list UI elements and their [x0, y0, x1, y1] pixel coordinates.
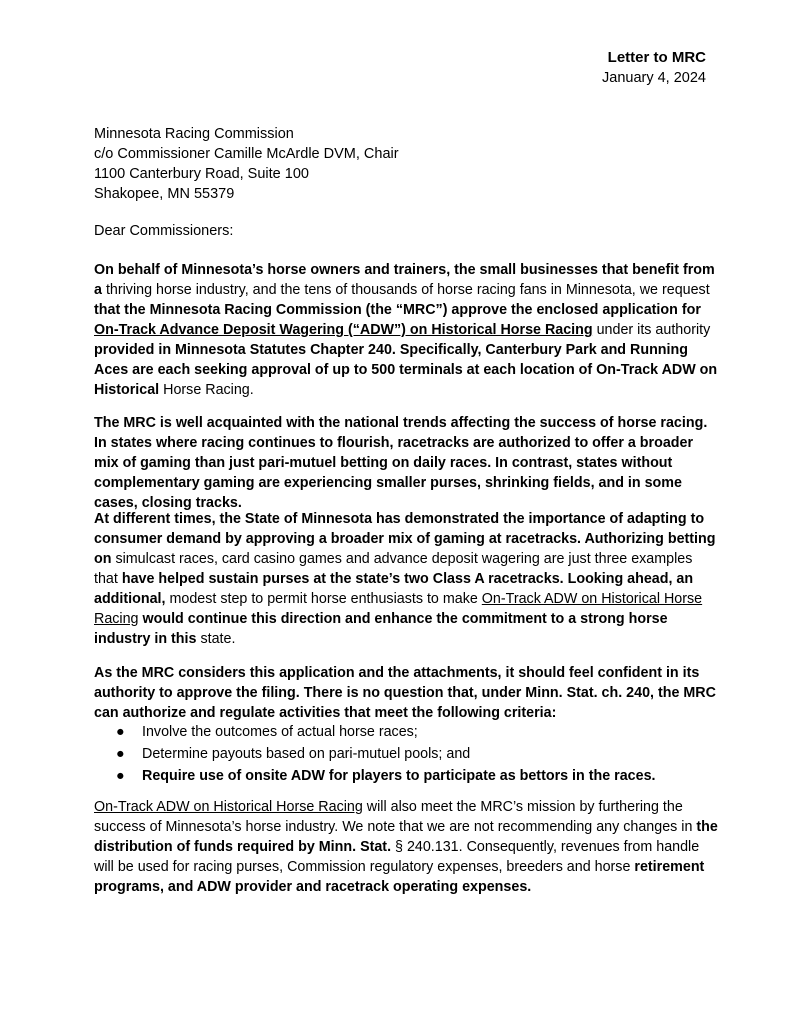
- adw-link-1[interactable]: On-Track Advance Deposit Wagering (“ADW”) on Historical Horse Racing: [94, 322, 593, 338]
- address-line-1: Minnesota Racing Commission: [94, 126, 294, 142]
- list-item: [94, 722, 719, 744]
- list-item: [94, 766, 719, 788]
- paragraph-3: [94, 509, 719, 649]
- p5-sentence-2: the distribution of funds required by Minn. Stat.: [94, 819, 718, 855]
- address-line-3: 1100 Canterbury Road, Suite 100: [94, 166, 309, 182]
- p3-sentence-4: modest step to permit horse enthusiasts to make: [169, 591, 478, 607]
- criteria-item-1: Involve the outcomes of actual horse races;: [142, 724, 418, 740]
- p3-sentence-2: simulcast races, card casino games and advance deposit wagering are just three examples that: [94, 551, 693, 587]
- p3-sentence-3: have helped sustain purses at the state’s two Class A racetracks. Looking ahead, an additional,: [94, 571, 694, 607]
- paragraph-4: As the MRC considers this application and the attachments, it should feel confident in its authority to approve the filing. There is no question that, under Minn. Stat. ch. 240, the MRC can authorize and regulate activities that meet the following criteria:: [94, 665, 716, 721]
- paragraph-5: [94, 797, 719, 897]
- p5-sentence-1: will also meet the MRC’s mission by furthering the success of Minnesota’s horse industry. We note that we are not recommending any changes in: [94, 799, 693, 835]
- p5-sentence-4: retirement programs, and ADW provider and racetrack operating expenses.: [94, 859, 705, 895]
- bullet-icon: ●: [116, 746, 125, 762]
- letter-date: January 4, 2024: [602, 70, 706, 86]
- paragraph-2: The MRC is well acquainted with the national trends affecting the success of horse racing. In states where racing continues to flourish, racetracks are authorized to offer a broader mix of gaming than just pari-mutuel betting on daily races. In contrast, states without complementary gaming are experiencing smaller purses, shrinking fields, and in some cases, closing tracks.: [94, 415, 708, 511]
- p1-sentence-5: provided in Minnesota Statutes Chapter 240. Specifically, Canterbury Park and Running Aces are each seeking approval of up to 500 terminals at each location of On-Track ADW on Historical: [94, 342, 718, 398]
- p1-sentence-6: Horse Racing.: [163, 382, 254, 398]
- bullet-icon: ●: [116, 724, 125, 740]
- adw-link-2[interactable]: On-Track ADW on Historical Horse Racing: [94, 591, 703, 627]
- p1-sentence-2: thriving horse industry, and the tens of thousands of horse racing fans in Minnesota, we request: [105, 282, 710, 298]
- salutation: Dear Commissioners:: [94, 223, 234, 239]
- p5-sentence-3: § 240.131. Consequently, revenues from handle will be used for racing purses, Commission regulatory expenses, breeders and horse: [94, 839, 700, 875]
- p3-sentence-6: state.: [200, 631, 236, 647]
- header-title: Letter to MRC: [607, 49, 706, 66]
- criteria-list: [94, 722, 719, 788]
- recipient-address: [94, 124, 399, 204]
- letter-header: [602, 48, 706, 88]
- criteria-item-2: Determine payouts based on pari-mutuel pools; and: [142, 746, 471, 762]
- criteria-item-3: Require use of onsite ADW for players to participate as bettors in the races.: [142, 768, 656, 784]
- p1-sentence-1: On behalf of Minnesota’s horse owners and trainers, the small businesses that benefit from a: [94, 262, 715, 298]
- p1-sentence-3: that the Minnesota Racing Commission (the “MRC”) approve the enclosed application for: [94, 302, 701, 318]
- address-line-4: Shakopee, MN 55379: [94, 186, 235, 202]
- bullet-icon: ●: [116, 768, 125, 784]
- address-line-2: c/o Commissioner Camille McArdle DVM, Chair: [94, 146, 399, 162]
- p1-sentence-4: under its authority: [596, 322, 711, 338]
- p3-sentence-1: At different times, the State of Minnesota has demonstrated the importance of adapting to consumer demand by approving a broader mix of gaming at racetracks. Authorizing betting on: [94, 511, 716, 567]
- paragraph-1: [94, 260, 719, 400]
- adw-link-3[interactable]: On-Track ADW on Historical Horse Racing: [94, 799, 363, 815]
- p3-sentence-5: would continue this direction and enhance the commitment to a strong horse industry in this: [94, 611, 668, 647]
- list-item: [94, 744, 719, 766]
